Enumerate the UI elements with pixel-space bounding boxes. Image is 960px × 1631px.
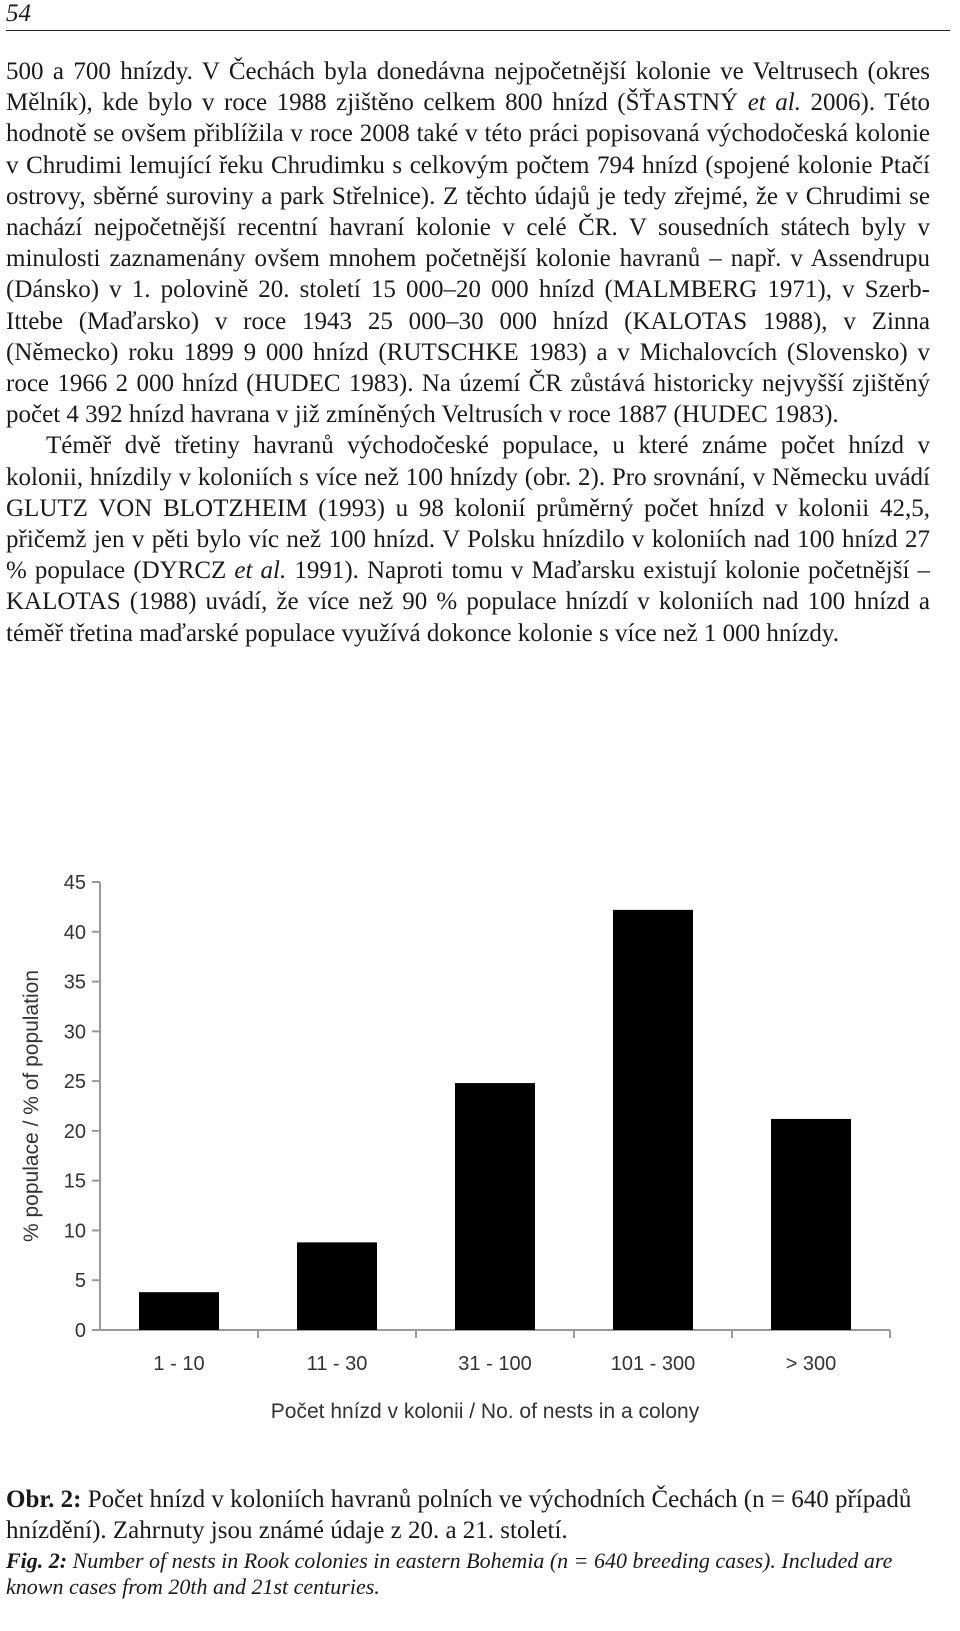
y-tick-label: 40 [63,921,86,944]
paragraph-2-text-b: 1991). Naproti tomu v Maďarsku existují kolonie početnější – KALOTAS (1988) uvádí, že více než 90 % populace hnízdí v koloniích nad 100 hnízd a téměř třetina maďarské populace využívá dokonce kolonie s více než 1 000 hnízdy. [6,557,930,647]
x-tick-label: > 300 [785,1353,837,1375]
caption-english [6,1548,930,1600]
paragraph-2-et-al: et al. [234,557,287,585]
caption-czech [6,1484,930,1546]
y-tick-label: 5 [74,1270,86,1293]
y-tick-label: 20 [63,1120,86,1143]
x-tick-label: 11 - 30 [306,1353,368,1375]
y-tick-label: 0 [74,1320,86,1342]
page-number: 54 [6,0,31,27]
bar [297,1242,377,1330]
x-axis-title: Počet hnízd v kolonii / No. of nests in a colony [270,1400,700,1423]
y-tick-label: 35 [63,971,86,994]
bar-chart-svg [0,872,960,1472]
x-tick-label: 1 - 10 [153,1353,205,1375]
paragraph-1-text-a: 500 a 700 hnízdy. V Čechách byla donedávna nejpočetnější kolonie ve Veltrusech (okres Mělník), kde bylo v roce 1988 zjištěno celkem 800 hnízd (ŠŤASTNÝ [6,58,930,117]
paragraph-2 [6,430,930,648]
y-tick-label: 45 [63,872,86,894]
figure-2-chart [0,872,960,1472]
header-rule [6,30,950,31]
paragraph-2-text-a: Téměř dvě třetiny havranů východočeské populace, u které známe počet hnízd v kolonii, hnízdily v koloniích s více než 100 hnízdy (obr. 2). Pro srovnání, v Německu uvádí GLUTZ VON BLOTZHEIM (1993) u 98 kolonií průměrný počet hnízd v kolonii 42,5, přičemž jen v pěti bylo víc než 100 hnízd. V Polsku hnízdilo v koloniích nad 100 hnízd 27 % populace (DYRCZ [6,432,930,585]
body-text [6,56,930,649]
y-tick-label: 30 [63,1021,86,1044]
y-tick-label: 25 [63,1071,86,1094]
y-axis-title: % populace / % of population [20,969,43,1243]
x-tick-label: 31 - 100 [458,1353,532,1375]
figure-caption [6,1484,930,1600]
paragraph-1 [6,56,930,430]
bar [771,1119,851,1330]
caption-czech-label: Obr. 2: [6,1486,82,1513]
caption-czech-text: Počet hnízd v koloniích havranů polních ve východních Čechách (n = 640 případů hnízdění). Zahrnuty jsou známé údaje z 20. a 21. století. [6,1486,912,1544]
paragraph-1-text-b: 2006). Této hodnotě se ovšem přiblížila v roce 2008 také v této práci popisovaná východočeská kolonie v Chrudimi lemující řeku Chrudimku s celkovým počtem 794 hnízd (spojené kolonie Ptačí ostrovy, sběrné suroviny a park Střelnice). Z těchto údajů je tedy zřejmé, že v Chrudimi se nachází nejpočetnější recentní havraní kolonie v celé ČR. V sousedních státech byly v minulosti zaznamenány ovšem mnohem početnější kolonie havranů – např. v Assendrupu (Dánsko) v 1. polovině 20. století 15 000–20 000 hnízd (MALMBERG 1971), v Szerb-Ittebe (Maďarsko) v roce 1943 25 000–30 000 hnízd (KALOTAS 1988), v Zinna (Německo) roku 1899 9 000 hnízd (RUTSCHKE 1983) a v Michalovcích (Slovensko) v roce 1966 2 000 hnízd (HUDEC 1983). Na území ČR zůstává historicky nejvyšší zjištěný počet 4 392 hnízd havrana v již zmíněných Veltrusích v roce 1887 (HUDEC 1983). [6,89,931,429]
paragraph-1-et-al: et al. [747,89,801,117]
y-tick-label: 10 [63,1220,86,1243]
caption-english-label: Fig. 2: [6,1548,68,1573]
y-tick-label: 15 [63,1170,86,1193]
bar [613,910,693,1330]
bar [455,1083,535,1330]
x-tick-label: 101 - 300 [610,1353,696,1375]
bar [139,1292,219,1330]
caption-english-text: Number of nests in Rook colonies in eastern Bohemia (n = 640 breeding cases). Included are known cases from 20th and 21st centuries. [6,1548,893,1599]
